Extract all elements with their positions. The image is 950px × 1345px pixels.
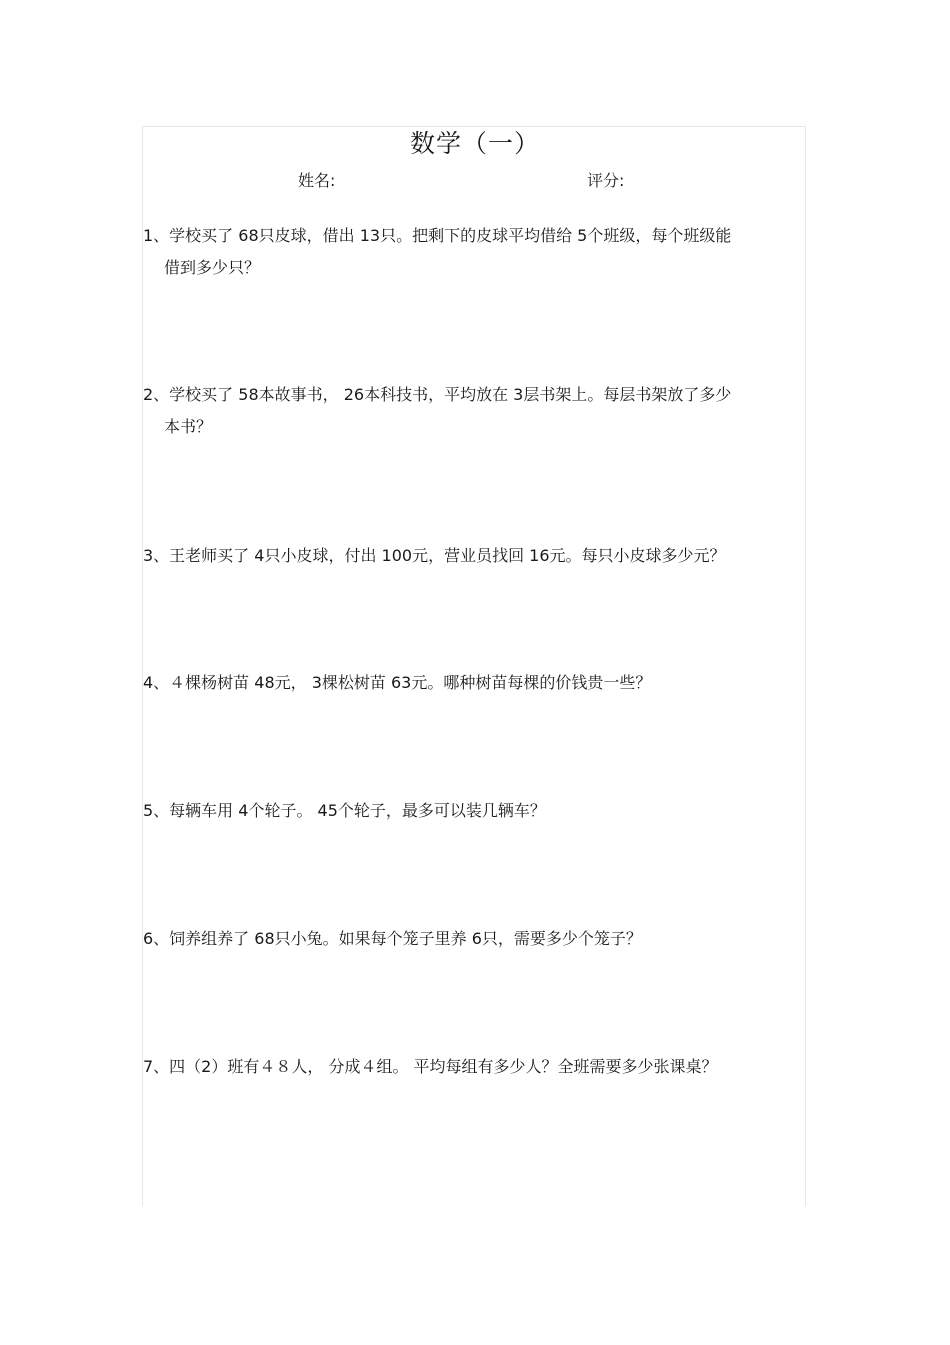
- question-5: [143, 795, 803, 827]
- question-3-line1: 3、王老师买了 4只小皮球，付出 100元，营业员找回 16元。每只小皮球多少元？: [143, 546, 726, 565]
- question-2-line1: 2、学校买了 58本故事书， 26本科技书，平均放在 3层书架上。每层书架放了多少: [143, 385, 732, 404]
- question-2-line2: 本书？: [164, 417, 213, 436]
- score-label: 评分:: [587, 171, 625, 190]
- question-1-line1: 1、学校买了 68只皮球，借出 13只。把剩下的皮球平均借给 5个班级，每个班级能: [143, 226, 732, 245]
- question-7-line1: 7、四（2）班有４８人， 分成４组。 平均每组有多少人？全班需要多少张课桌？: [143, 1057, 718, 1076]
- question-7: [143, 1051, 803, 1083]
- name-label: 姓名:: [298, 171, 336, 190]
- question-6: [143, 923, 803, 955]
- question-3: [143, 540, 803, 572]
- question-4-line1: 4、４棵杨树苗 48元， 3棵松树苗 63元。哪种树苗每棵的价钱贵一些？: [143, 673, 652, 692]
- question-4: [143, 667, 803, 699]
- question-2: [143, 379, 803, 443]
- worksheet-border: [142, 126, 806, 1206]
- page-title: 数学（一）: [409, 129, 540, 158]
- question-5-line1: 5、每辆车用 4个轮子。 45个轮子，最多可以装几辆车？: [143, 801, 546, 820]
- question-6-line1: 6、饲养组养了 68只小兔。如果每个笼子里养 6只，需要多少个笼子？: [143, 929, 642, 948]
- question-1: [143, 220, 803, 284]
- question-1-line2: 借到多少只？: [164, 258, 261, 277]
